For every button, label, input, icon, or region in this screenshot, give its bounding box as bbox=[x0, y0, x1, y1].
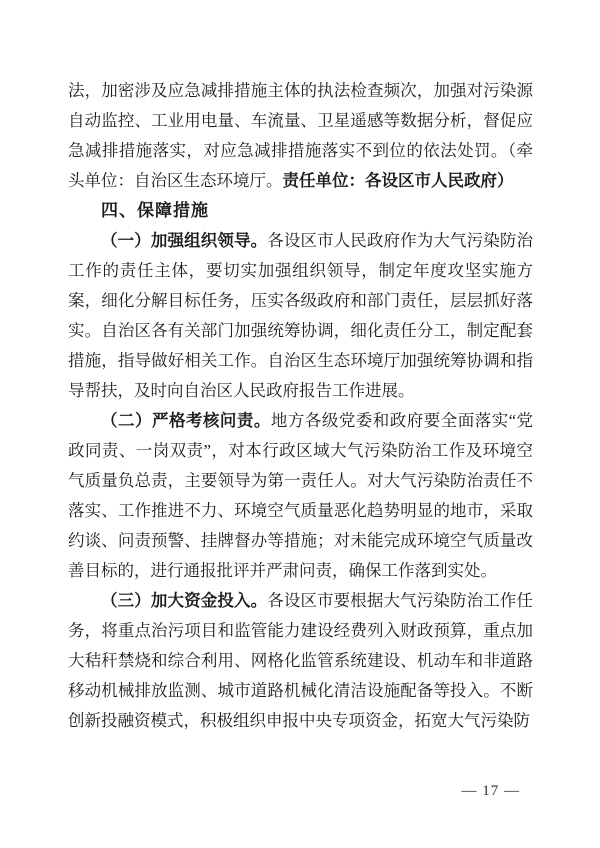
paragraph-text-2: 地方各级党委和政府要全面落实“党政同责、一岗双责”，对本行政区域大气污染防治工作及环境空气质量负总责，主要领导为第一责任人。对大气污染防治责任不落实、工作推进不力、环境空气质量恶化趋势明显的地市，采取约谈、问责预警、挂牌督办等措施；对未能完成环境空气质量改善目标的，进行通报批评并严肃问责，确保工作落到实处。 bbox=[68, 411, 534, 580]
paragraph-lead-3: （三）加大资金投入。 bbox=[101, 591, 268, 610]
paragraph-continuation bbox=[68, 76, 533, 196]
paragraph-item-2 bbox=[68, 406, 533, 586]
page-number: — 17 — bbox=[461, 783, 520, 799]
paragraph-text-1: 各设区市人民政府作为大气污染防治工作的责任主体，要切实加强组织领导，制定年度攻坚实施方案，细化分解目标任务，压实各级政府和部门责任，层层抓好落实。自治区各有关部门加强统筹协调，细化责任分工，制定配套措施，指导做好相关工作。自治区生态环境厅加强统筹协调和指导帮扶，及时向自治区人民政府报告工作进展。 bbox=[68, 231, 534, 400]
paragraph-lead-2: （二）严格考核问责。 bbox=[101, 411, 271, 430]
paragraph-item-3 bbox=[68, 586, 533, 736]
section-heading: 四、保障措施 bbox=[101, 201, 209, 220]
document-body bbox=[68, 76, 533, 736]
responsible-unit-annotation: 责任单位：各设区市人民政府） bbox=[282, 171, 514, 190]
paragraph-text-3: 各设区市要根据大气污染防治工作任务，将重点治污项目和监管能力建设经费列入财政预算，重点加大秸秆禁烧和综合利用、网格化监管系统建设、机动车和非道路移动机械排放监测、城市道路机械化清洁设施配备等投入。不断创新投融资模式，积极组织申报中央专项资金，拓宽大气污染防 bbox=[68, 591, 534, 730]
continuation-text: 法，加密涉及应急减排措施主体的执法检查频次，加强对污染源自动监控、工业用电量、车流量、卫星遥感等数据分析，督促应急减排措施落实，对应急减排措施落实不到位的依法处罚。 bbox=[68, 81, 533, 160]
paragraph-item-1 bbox=[68, 226, 533, 406]
paragraph-lead-1: （一）加强组织领导。 bbox=[101, 231, 268, 250]
lead-unit-annotation: （牵头单位：自治区生态环境厅。 bbox=[68, 141, 534, 190]
